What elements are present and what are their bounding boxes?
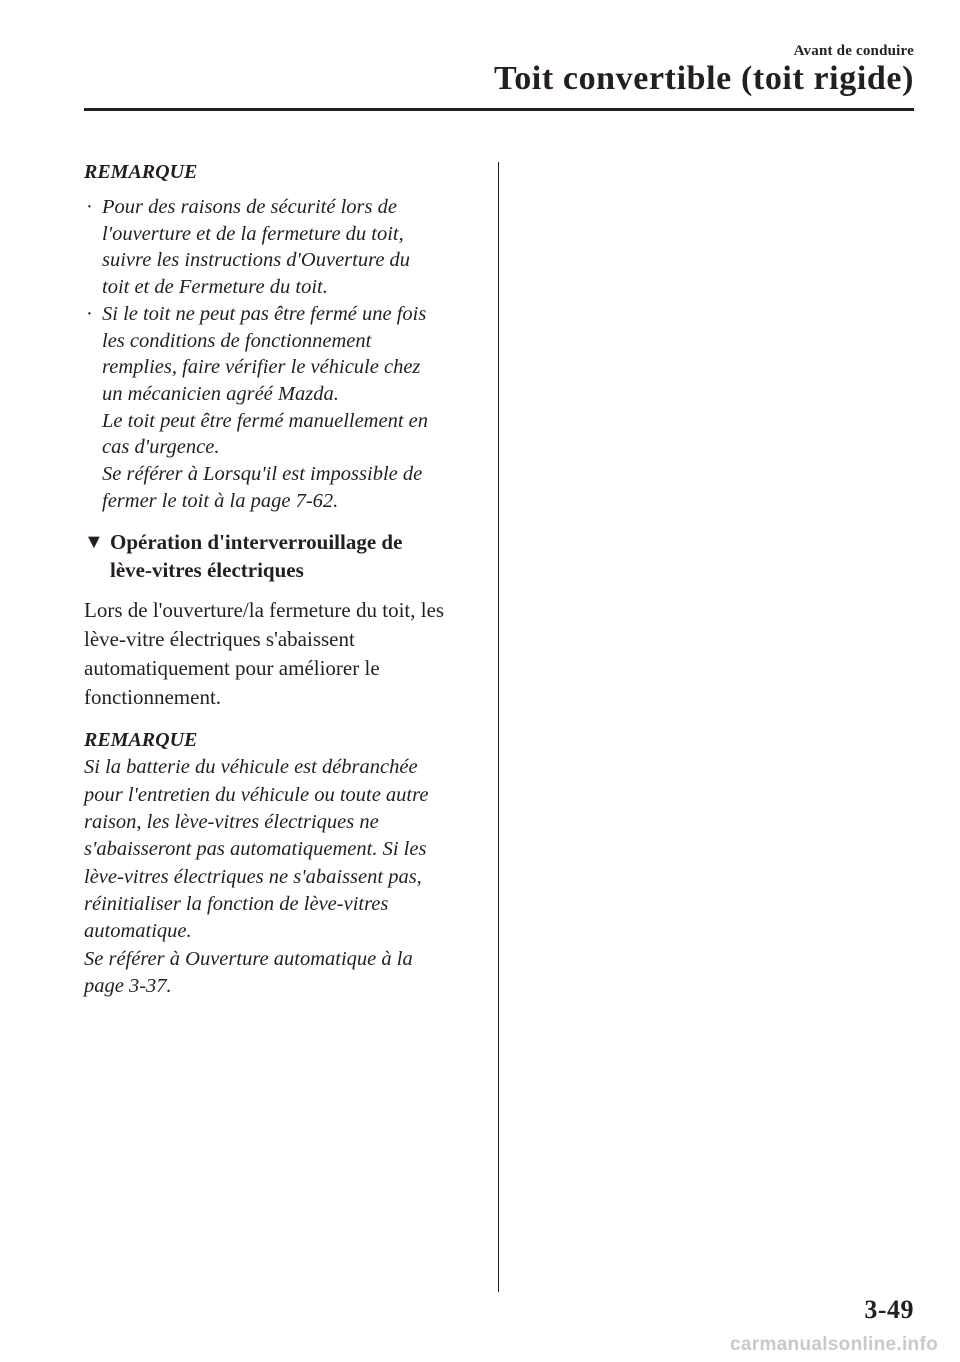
note-line: s'abaisseront pas automatiquement. Si les: [84, 838, 427, 861]
note-label: REMARQUE: [84, 161, 198, 183]
note-label: REMARQUE: [84, 729, 198, 752]
section-heading: [84, 528, 476, 584]
note-text: [84, 754, 476, 1000]
note-line: Si le toit ne peut pas être fermé une fois: [102, 302, 427, 325]
note-line: pour l'entretien du véhicule ou toute autre: [84, 783, 429, 806]
column-divider: [498, 162, 499, 1292]
note-line: réinitialiser la fonction de lève-vitres: [84, 892, 389, 915]
note-line: les conditions de fonctionnement: [102, 329, 372, 352]
note-line: automatique.: [84, 920, 192, 943]
note-line: Pour des raisons de sécurité lors de: [102, 196, 397, 218]
watermark: carmanualsonline.info: [730, 1334, 938, 1355]
note-line: un mécanicien agréé Mazda.: [102, 382, 339, 405]
note-line: suivre les instructions d'Ouverture du: [102, 249, 411, 272]
note-list-item: [84, 194, 476, 301]
heading-line: lève-vitres électriques: [110, 558, 304, 583]
note-line: Se référer à Ouverture automatique à la: [84, 947, 413, 970]
body-line: Lors de l'ouverture/la fermeture du toit, les: [84, 598, 445, 623]
note-line: lève-vitres électriques ne s'abaissent pas,: [84, 865, 422, 888]
triangle-down-icon: ▼: [84, 531, 104, 554]
note-line: remplies, faire vérifier le véhicule chez: [102, 356, 421, 379]
note-line: toit et de Fermeture du toit.: [102, 276, 328, 299]
heading-line: Opération d'interverrouillage de: [110, 530, 403, 555]
section-name: Avant de conduire: [793, 43, 914, 59]
note-list-item: [84, 301, 476, 515]
header-rule: [84, 108, 914, 111]
note-line: raison, les lève-vitres électriques ne: [84, 811, 379, 834]
body-line: automatiquement pour améliorer le: [84, 656, 380, 681]
body-line: fonctionnement.: [84, 685, 222, 710]
note-line: cas d'urgence.: [102, 436, 220, 459]
left-column: [84, 158, 476, 1000]
bullet-icon: ·: [86, 196, 93, 218]
page-title: Toit convertible (toit rigide): [494, 60, 914, 97]
note-line: fermer le toit à la page 7-62.: [102, 489, 339, 512]
note-line: Se référer à Lorsqu'il est impossible de: [102, 463, 423, 486]
section-body: [84, 596, 476, 712]
note-line: l'ouverture et de la fermeture du toit,: [102, 222, 404, 245]
note-line: Le toit peut être fermé manuellement en: [102, 409, 429, 432]
body-line: lève-vitre électriques s'abaissent: [84, 627, 355, 652]
note-line: Si la batterie du véhicule est débranchée: [84, 756, 418, 779]
note-list: [84, 194, 476, 514]
note-block: [84, 726, 476, 1000]
page-number: 3-49: [864, 1295, 914, 1324]
note-line: page 3-37.: [84, 974, 172, 997]
bullet-icon: ·: [86, 302, 93, 325]
